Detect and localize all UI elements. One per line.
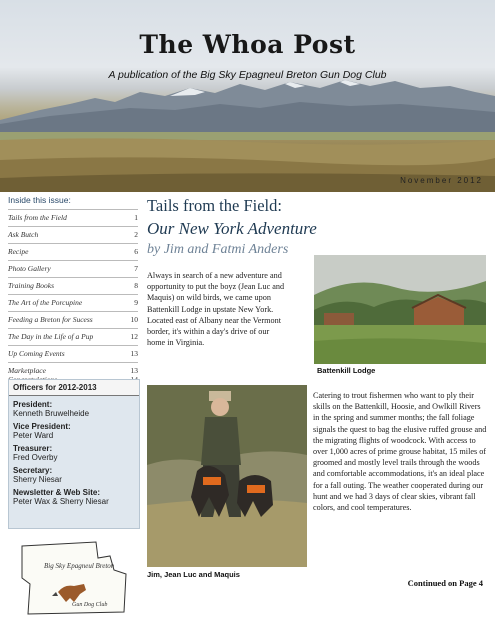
toc-item-title: The Art of the Porcupine (8, 298, 83, 307)
toc-item-page: 8 (134, 281, 138, 290)
toc-item-title: Training Books (8, 281, 55, 290)
hunter-photo-caption: Jim, Jean Luc and Maquis (147, 570, 240, 579)
toc-item-title: The Day in the Life of a Pup (8, 332, 94, 341)
toc-item-page: 9 (134, 298, 138, 307)
toc-item-page: 6 (134, 247, 138, 256)
toc-item-title: Ask Butch (8, 230, 39, 239)
toc-item[interactable] (8, 243, 138, 260)
officer-name: Peter Wax & Sherry Niesar (13, 497, 109, 506)
officer-name: Kenneth Bruwelheide (13, 409, 90, 418)
toc-item-title: Up Coming Events (8, 349, 65, 358)
toc-item-page: 7 (134, 264, 138, 273)
toc-item[interactable] (8, 294, 138, 311)
officer-name: Fred Overby (13, 453, 58, 462)
article-byline: by Jim and Fatmi Anders (147, 242, 289, 257)
article-subtitle: Our New York Adventure (147, 219, 317, 238)
lodge-photo-caption: Battenkill Lodge (317, 366, 376, 375)
newsletter-title: The Whoa Post (139, 30, 356, 59)
toc-item-title: Marketplace (8, 366, 46, 375)
toc-item[interactable] (8, 260, 138, 277)
toc-item-page: 13 (130, 349, 138, 358)
toc-item[interactable] (8, 277, 138, 294)
toc-item[interactable] (8, 226, 138, 243)
toc-item-page: 1 (134, 213, 138, 222)
toc-item-title: Feeding a Breton for Sucess (8, 315, 93, 324)
officers-box (8, 379, 140, 529)
toc-item[interactable] (8, 345, 138, 362)
officer-role: Vice President: (13, 422, 71, 431)
toc-item-page: 2 (134, 230, 138, 239)
hunter-dogs-photo (147, 385, 307, 567)
article-paragraph-1: Always in search of a new adventure and opportunity to put the boyz (Jean Luc and Maquis) on wild birds, we came upon Battenkill Lodge in upstate New York. Located east of Albany near the Vermont border, it's within a day's drive of our home in Virginia. (147, 271, 285, 348)
toc-item[interactable] (8, 311, 138, 328)
toc-item-title: Photo Gallery (8, 264, 51, 273)
officer-role: Secretary: (13, 466, 53, 475)
logo-text-line2: Gun Dog Club (72, 602, 108, 608)
officer-role: President: (13, 400, 53, 409)
issue-date: November 2012 (400, 176, 483, 185)
officer-name: Peter Ward (13, 431, 54, 440)
toc-item-page: 10 (130, 315, 138, 324)
newsletter-subtitle: A publication of the Big Sky Epagneul Breton Gun Dog Club (108, 69, 387, 81)
toc-item[interactable] (8, 209, 138, 226)
logo-text-line1: Big Sky Epagneul Breton (44, 562, 115, 570)
officer-role: Newsletter & Web Site: (13, 488, 100, 497)
officer-name: Sherry Niesar (13, 475, 62, 484)
article-paragraph-2: Catering to trout fishermen who want to ply their skills on the Battenkill, Hoosie, and Owlkill Rivers in the spring and summer months; the fall foliage signals the quest to bag the elusive ruffed grouse and the migrating flights of woodcock. With access to over 1,000 acres of prime grouse habitat, 15 miles of groomed and mostly level trails through the woods and comfortable accommodations, it's an ideal place for a fall outing. The weather cooperated during our hunt and we had 3 days of clear skies, vibrant fall colors, and cool temperatures. (313, 391, 487, 513)
club-logo (18, 540, 130, 616)
mountain-landscape-image (0, 0, 495, 192)
inside-this-issue-heading: Inside this issue: (8, 195, 71, 205)
masthead-banner (0, 0, 495, 192)
continued-link[interactable]: Continued on Page 4 (407, 578, 483, 588)
toc-item-page: 12 (130, 332, 138, 341)
lodge-photo (314, 255, 486, 364)
officer-role: Treasurer: (13, 444, 53, 453)
toc-item-title: Tails from the Field (8, 213, 67, 222)
toc-item-title: Recipe (8, 247, 29, 256)
toc-item-page: 13 (130, 366, 138, 375)
officers-heading: Officers for 2012-2013 (9, 380, 139, 396)
toc-item[interactable] (8, 328, 138, 345)
table-of-contents (8, 209, 138, 388)
article-title: Tails from the Field: (147, 196, 282, 215)
